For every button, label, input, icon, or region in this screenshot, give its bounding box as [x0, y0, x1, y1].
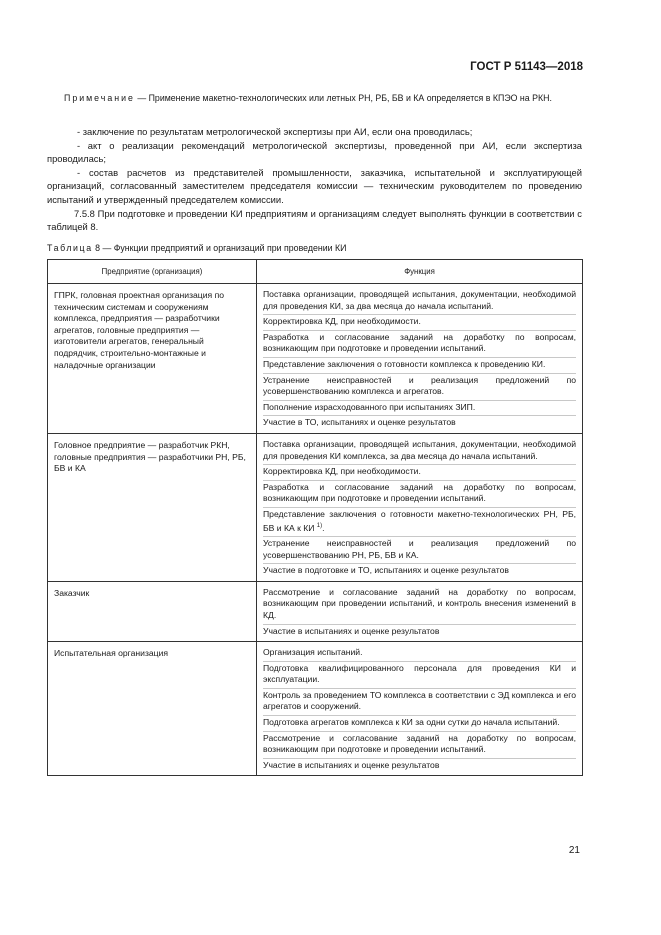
function-item: Участие в испытаниях и оценке результатов [263, 759, 440, 770]
note-text: — Применение макетно-технологических или летных РН, РБ, БВ и КА определяется в КПЭО на РКН. [134, 93, 552, 103]
function-item: Представление заключения о готовности комплекса к проведению КИ. [263, 358, 576, 374]
function-item: Устранение неисправностей и реализация предложений по усовершенствованию РН, РБ, БВ и КА. [263, 537, 576, 564]
function-cell [257, 433, 583, 581]
list-item: - состав расчетов из представителей промышленности, заказчика, испытательной и эксплуатирующей организаций, согласованный заместителем председателя комиссии — техническим руководителем по проведению испытаний и утвержденный председателем комиссии. [47, 166, 582, 205]
table-row [48, 581, 583, 641]
organization-cell: Головное предприятие — разработчик РКН, головные предприятия — разработчики РН, РБ, БВ и КА [48, 433, 257, 581]
standard-header: ГОСТ Р 51143—2018 [470, 61, 583, 73]
column-header-function: Функция [257, 260, 583, 284]
clause-paragraph: 7.5.8 При подготовке и проведении КИ предприятиям и организациям следует выполнять функции в соответствии с таблицей 8. [47, 207, 582, 233]
function-item: Участие в подготовке и ТО, испытаниях и оценке результатов [263, 565, 509, 576]
table-row [48, 642, 583, 776]
function-cell [257, 581, 583, 641]
body-text [47, 125, 582, 234]
function-item: Поставка организации, проводящей испытания, документации, необходимой для проведения КИ, за два месяца до начала испытаний. [263, 288, 576, 315]
function-item: Подготовка квалифицированного персонала для проведения КИ и эксплуатации. [263, 662, 576, 689]
function-item: Пополнение израсходованного при испытаниях ЗИП. [263, 401, 576, 417]
table-row [48, 433, 583, 581]
function-item: Организация испытаний. [263, 646, 576, 662]
function-item: Разработка и согласование заданий на доработку по вопросам, возникающим при подготовке и проведении испытаний. [263, 331, 576, 358]
organization-cell: Испытательная организация [48, 642, 257, 776]
organization-cell: Заказчик [48, 581, 257, 641]
function-item: Подготовка агрегатов комплекса к КИ за одни сутки до начала испытаний. [263, 716, 576, 732]
column-header-organization: Предприятие (организация) [48, 260, 257, 284]
list-item: - акт о реализации рекомендаций метрологической экспертизы, проведенной при АИ, если экспертиза проводилась; [47, 139, 582, 165]
function-item: Участие в испытаниях и оценке результатов [263, 625, 440, 636]
function-item: Рассмотрение и согласование заданий на доработку по вопросам, возникающим при подготовке и проведении испытаний. [263, 732, 576, 759]
page-number: 21 [568, 845, 580, 856]
note-paragraph [47, 92, 582, 105]
function-text: Представление заключения о готовности макетно-технологических РН, РБ, БВ и КА к КИ [263, 508, 576, 533]
function-item: Устранение неисправностей и реализация предложений по усовершенствованию комплекса и агрегатов. [263, 374, 576, 401]
function-item: Рассмотрение и согласование заданий на доработку по вопросам, возникающим при проведении испытаний, и контроль внесения изменений в КД. [263, 586, 576, 625]
list-item: - заключение по результатам метрологической экспертизы при АИ, если она проводилась; [77, 126, 473, 137]
table-caption [47, 243, 346, 253]
organization-cell: ГПРК, головная проектная организация по техническим системам и сооружениям комплекса, предприятия — разработчики агрегатов, головные предприятия — изготовители агрегатов, генеральный подрядчик, строительно-монтажные и наладочные организации [48, 284, 257, 434]
caption-text: 8 — Функции предприятий и организаций при проведении КИ [92, 243, 347, 253]
function-item: Корректировка КД, при необходимости. [263, 465, 576, 481]
function-cell [257, 642, 583, 776]
function-item: Участие в ТО, испытаниях и оценке результатов [263, 417, 456, 428]
function-item: Корректировка КД, при необходимости. [263, 315, 576, 331]
function-item: Контроль за проведением ТО комплекса в соответствии с ЭД комплекса и его агрегатов и сооружений. [263, 689, 576, 716]
footnote-mark: 1) [316, 522, 323, 529]
function-cell [257, 284, 583, 434]
function-item: Поставка организации, проводящей испытания, документации, необходимой для проведения КИ комплекса, за два месяца до начала испытаний. [263, 438, 576, 465]
note-label: Примечание [64, 93, 135, 103]
caption-label: Таблица [47, 243, 93, 253]
function-item: Разработка и согласование заданий на доработку по вопросам, возникающим при подготовке и проведении испытаний. [263, 481, 576, 508]
table-row [48, 284, 583, 434]
function-item: Представление заключения о готовности макетно-технологических РН, РБ, БВ и КА к КИ $^{1)}$. [263, 508, 576, 537]
functions-table [47, 259, 583, 776]
table-header-row [48, 260, 583, 284]
